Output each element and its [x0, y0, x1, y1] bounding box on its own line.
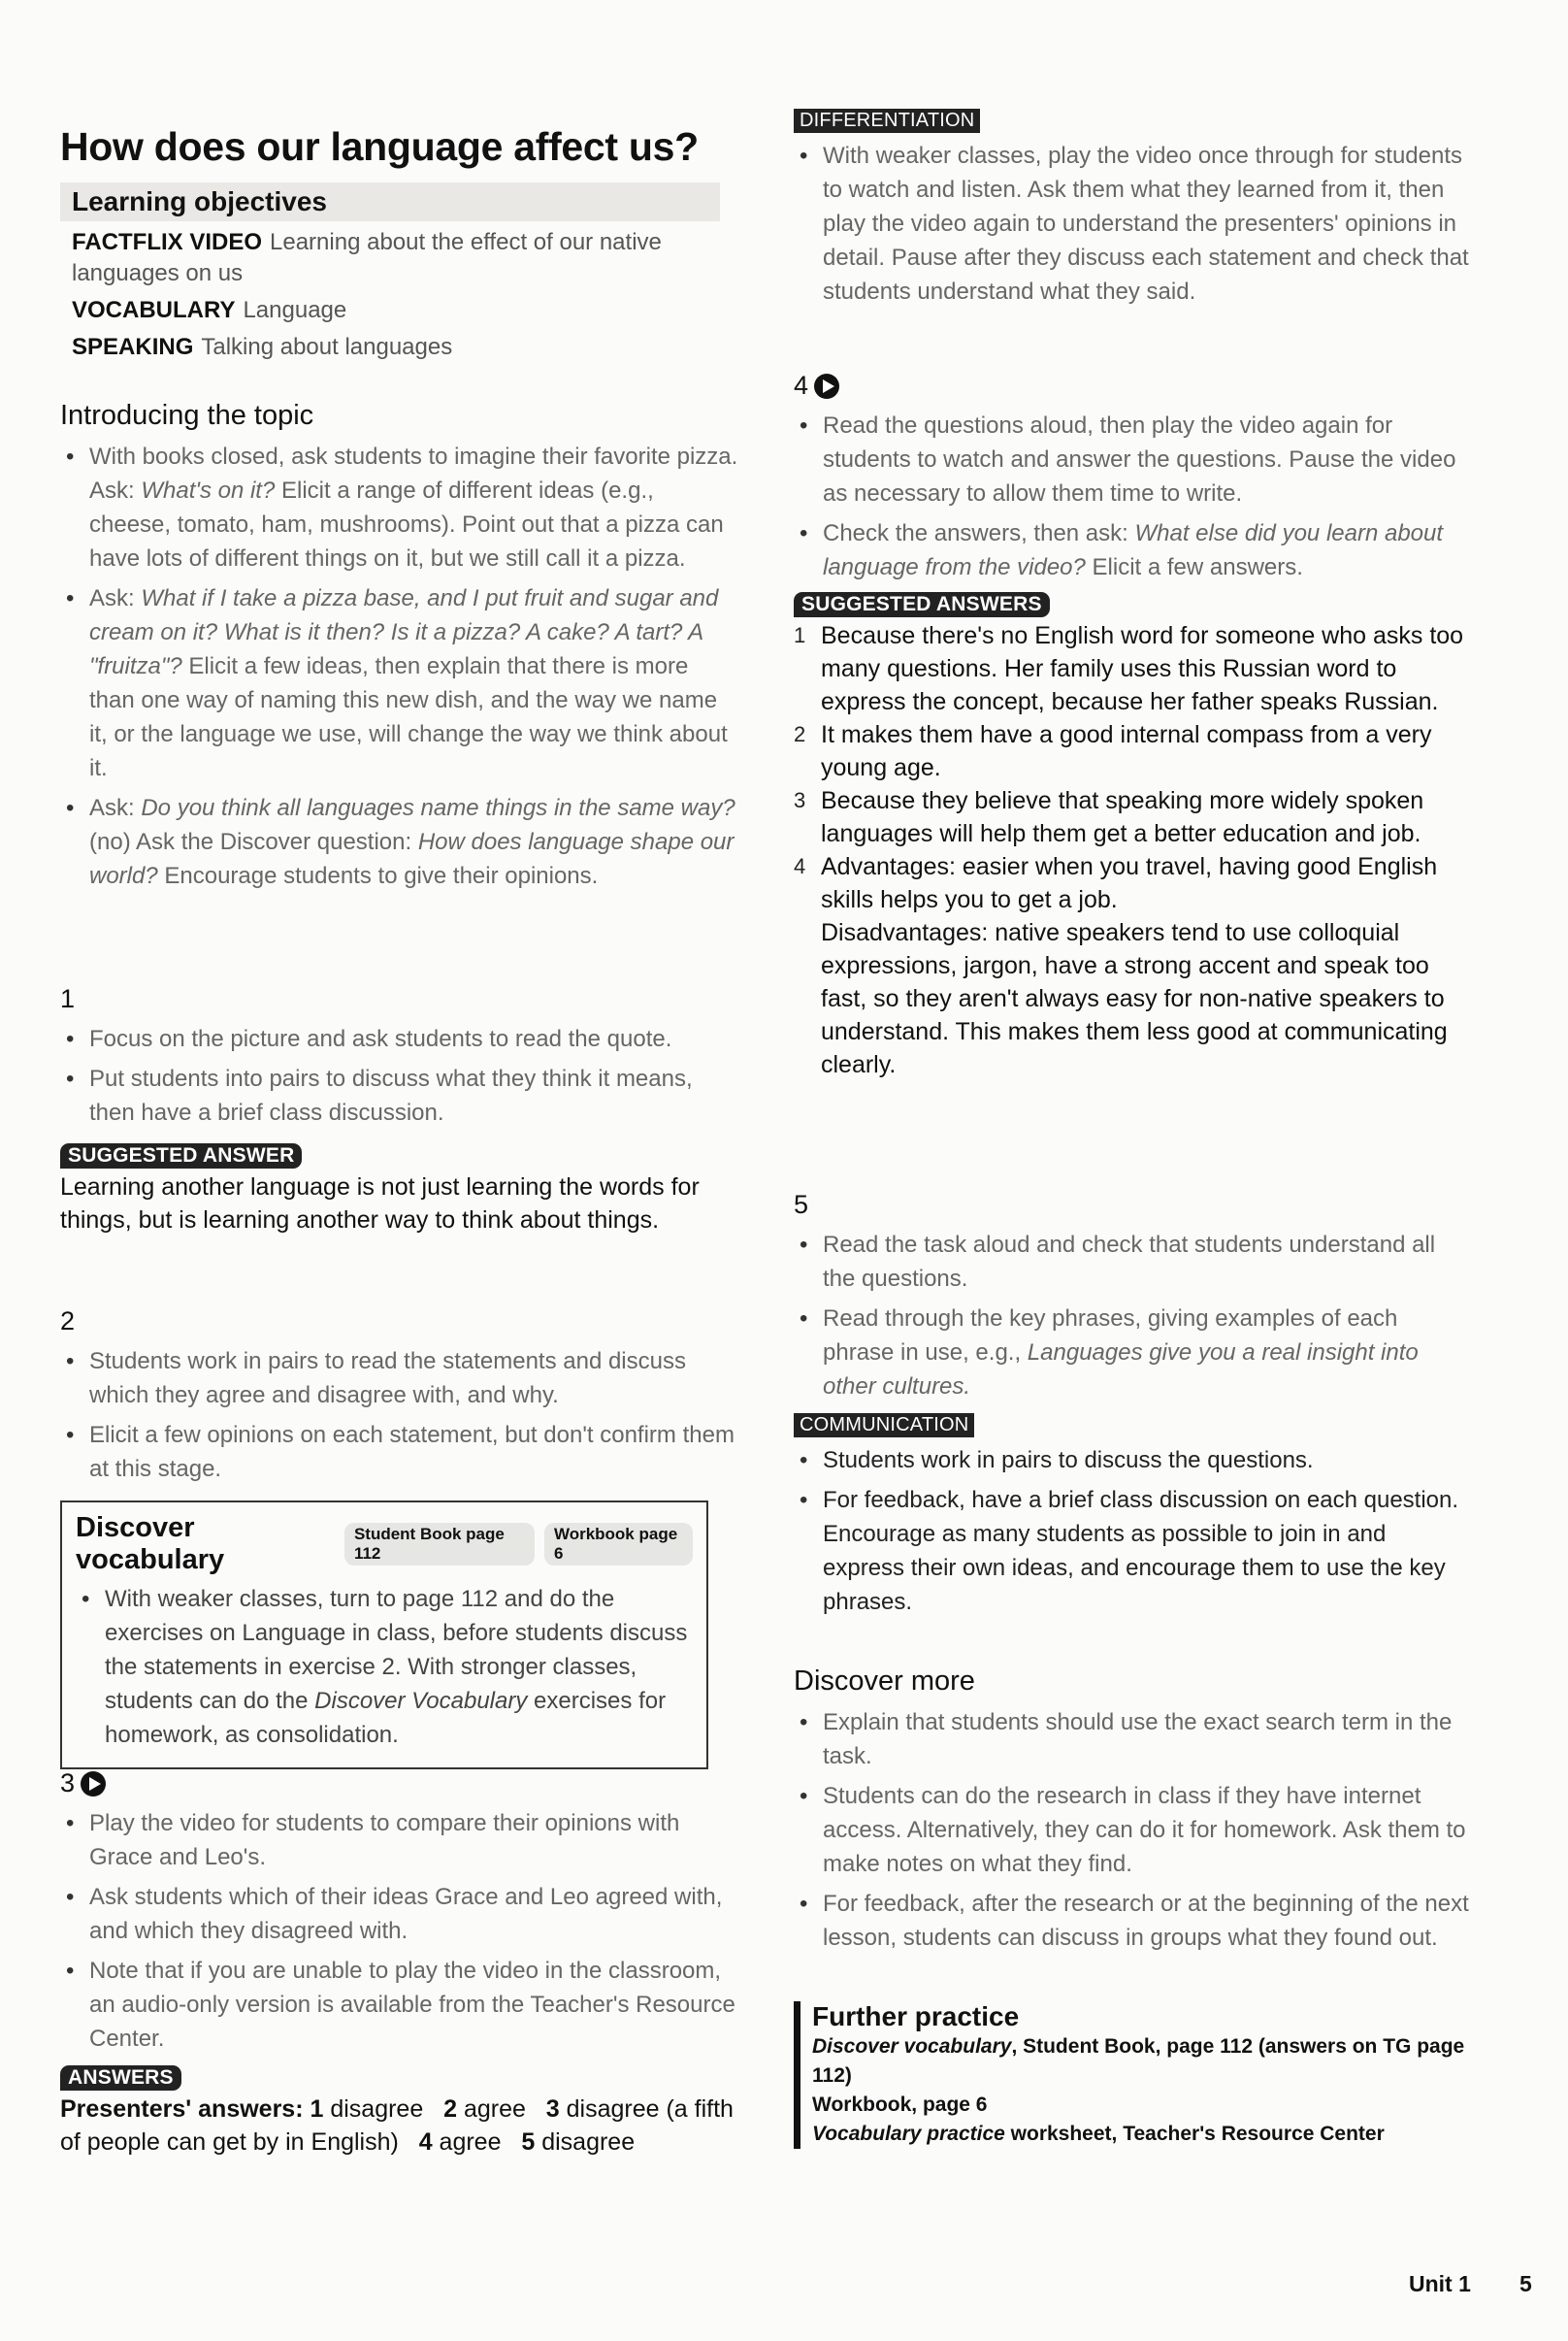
communication-badge: COMMUNICATION — [794, 1413, 974, 1437]
list-item: • Ask: What if I take a pizza base, and I put fruit and sugar and cream on it? What is it then? Is it a pizza? A cake? A tart? A "fruitza"? Elicit a few ideas, then explain that there is more than one way of naming this new dish, and the way we name it, or the language we use, will change the way we think about it. — [60, 581, 739, 785]
differentiation-badge: DIFFERENTIATION — [794, 109, 980, 133]
list-item: • Ask students which of their ideas Grace and Leo agreed with, and which they disagreed with. — [60, 1880, 739, 1948]
exercise-number: 4 — [794, 371, 1473, 401]
list-item: • For feedback, have a brief class discussion on each question. Encourage as many students as possible to join in and express their own ideas, and encourage them to use the key phrases. — [794, 1483, 1473, 1619]
page-number: 5 — [1519, 2271, 1532, 2296]
list-item: • Note that if you are unable to play the video in the classroom, an audio-only version is available from the Teacher's Resource Center. — [60, 1954, 739, 2056]
further-practice-title: Further practice — [812, 2001, 1020, 2031]
exercise-5 — [794, 1190, 1473, 1625]
list-item: • Put students into pairs to discuss what they think it means, then have a brief class discussion. — [60, 1062, 739, 1130]
objective-speaking: SPEAKING Talking about languages — [72, 334, 453, 360]
exercise-number: 5 — [794, 1190, 809, 1219]
exercise-number: 3 — [60, 1768, 739, 1798]
objectives-heading: Learning objectives — [60, 182, 720, 221]
student-book-ref: Student Book page 112 — [344, 1523, 535, 1566]
suggested-answer-text: Learning another language is not just learning the words for things, but is learning another way to think about things. — [60, 1173, 700, 1234]
workbook-ref: Workbook page 6 — [544, 1523, 693, 1566]
list-item: • Students can do the research in class if they have internet access. Alternatively, they can do it for homework. Ask them to make notes on what they find. — [794, 1779, 1473, 1881]
differentiation-section — [794, 109, 1473, 314]
intro-heading: Introducing the topic — [60, 400, 314, 431]
answers-text: Presenters' answers: 1 disagree 2 agree 3 disagree (a fifth of people can get by in English) 4 agree 5 disagree — [60, 2095, 734, 2156]
list-item: • Ask: Do you think all languages name things in the same way? (no) Ask the Discover question: How does language shape our world? Encourage students to give their opinions. — [60, 791, 739, 893]
list-item: • Play the video for students to compare their opinions with Grace and Leo's. — [60, 1806, 739, 1874]
list-item: • Read the questions aloud, then play the video again for students to watch and answer the questions. Pause the video as necessary to allow them time to write. — [794, 409, 1473, 511]
list-item: • Students work in pairs to read the statements and discuss which they agree and disagree with, and why. — [60, 1344, 739, 1412]
discover-vocabulary-box — [60, 1500, 708, 1769]
exercise-2 — [60, 1306, 739, 1492]
list-item: • Check the answers, then ask: What else did you learn about language from the video? Elicit a few answers. — [794, 516, 1473, 584]
answers-badge: ANSWERS — [60, 2065, 181, 2091]
list-item: • Focus on the picture and ask students to read the quote. — [60, 1022, 739, 1056]
unit-label: Unit 1 — [1409, 2271, 1471, 2296]
discover-more-heading: Discover more — [794, 1665, 975, 1697]
objective-factflix: FACTFLIX VIDEO Learning about the effect of our native languages on us — [72, 229, 662, 286]
list-item: • With weaker classes, turn to page 112 and do the exercises on Language in class, before students discuss the statements in exercise 2. With stronger classes, students can do the Discover Vocabulary exercises for homework, as consolidation. — [76, 1582, 693, 1752]
list-item: • With books closed, ask students to imagine their favorite pizza. Ask: What's on it? Elicit a range of different ideas (e.g., cheese, tomato, ham, mushrooms). Point out that a pizza can have lots of different things on it, but we still call it a pizza. — [60, 440, 739, 576]
learning-objectives — [60, 182, 720, 363]
list-item: • Students work in pairs to discuss the questions. — [794, 1443, 1473, 1477]
exercise-3 — [60, 1768, 739, 2159]
suggested-answers-badge: SUGGESTED ANSWERS — [794, 592, 1050, 617]
page-title: How does our language affect us? — [60, 124, 699, 169]
list-item: • Read through the key phrases, giving examples of each phrase in use, e.g., Languages give you a real insight into other cultures. — [794, 1302, 1473, 1403]
box-title: Discover vocabulary Student Book page 112 Workbook page 6 — [76, 1512, 693, 1576]
list-item: 2 It makes them have a good internal compass from a very young age. — [794, 718, 1473, 784]
play-video-icon — [814, 374, 839, 399]
further-line-1: Discover vocabulary, Student Book, page 112 (answers on TG page 112) — [812, 2035, 1465, 2087]
list-item: • For feedback, after the research or at the beginning of the next lesson, students can discuss in groups what they found out. — [794, 1887, 1473, 1955]
exercise-number: 2 — [60, 1306, 76, 1335]
discover-more-section — [794, 1665, 1473, 1961]
list-item: 1 Because there's no English word for someone who asks too many questions. Her family uses this Russian word to express the concept, because her father speaks Russian. — [794, 619, 1473, 718]
list-item: • With weaker classes, play the video once through for students to watch and listen. Ask them what they learned from it, then play the video again to understand the presenters' opinions in detail. Pause after they discuss each statement and check that students understand what they said. — [794, 139, 1473, 309]
further-line-3: Vocabulary practice worksheet, Teacher's Resource Center — [812, 2123, 1385, 2145]
exercise-1 — [60, 984, 739, 1236]
list-item: • Elicit a few opinions on each statement, but don't confirm them at this stage. — [60, 1418, 739, 1486]
intro-section — [60, 400, 739, 899]
objective-vocabulary: VOCABULARY Language — [72, 297, 347, 323]
further-practice — [794, 2001, 1491, 2149]
suggested-answer-badge: SUGGESTED ANSWER — [60, 1143, 302, 1169]
suggested-answers-list — [794, 619, 1473, 1081]
list-item: 3 Because they believe that speaking more widely spoken languages will help them get a better education and job. — [794, 784, 1473, 850]
list-item: • Read the task aloud and check that students understand all the questions. — [794, 1228, 1473, 1296]
exercise-number: 1 — [60, 984, 76, 1013]
list-item: • Explain that students should use the exact search term in the task. — [794, 1705, 1473, 1773]
exercise-4 — [794, 371, 1473, 1081]
further-line-2: Workbook, page 6 — [812, 2094, 988, 2116]
play-video-icon — [81, 1771, 106, 1797]
list-item: 4 Advantages: easier when you travel, having good English skills helps you to get a job. Disadvantages: native speakers tend to use colloquial expressions, jargon, have a strong accent and speak too fast, so they aren't always easy for non-native speakers to understand. This makes them less good at communicating clearly. — [794, 850, 1473, 1081]
